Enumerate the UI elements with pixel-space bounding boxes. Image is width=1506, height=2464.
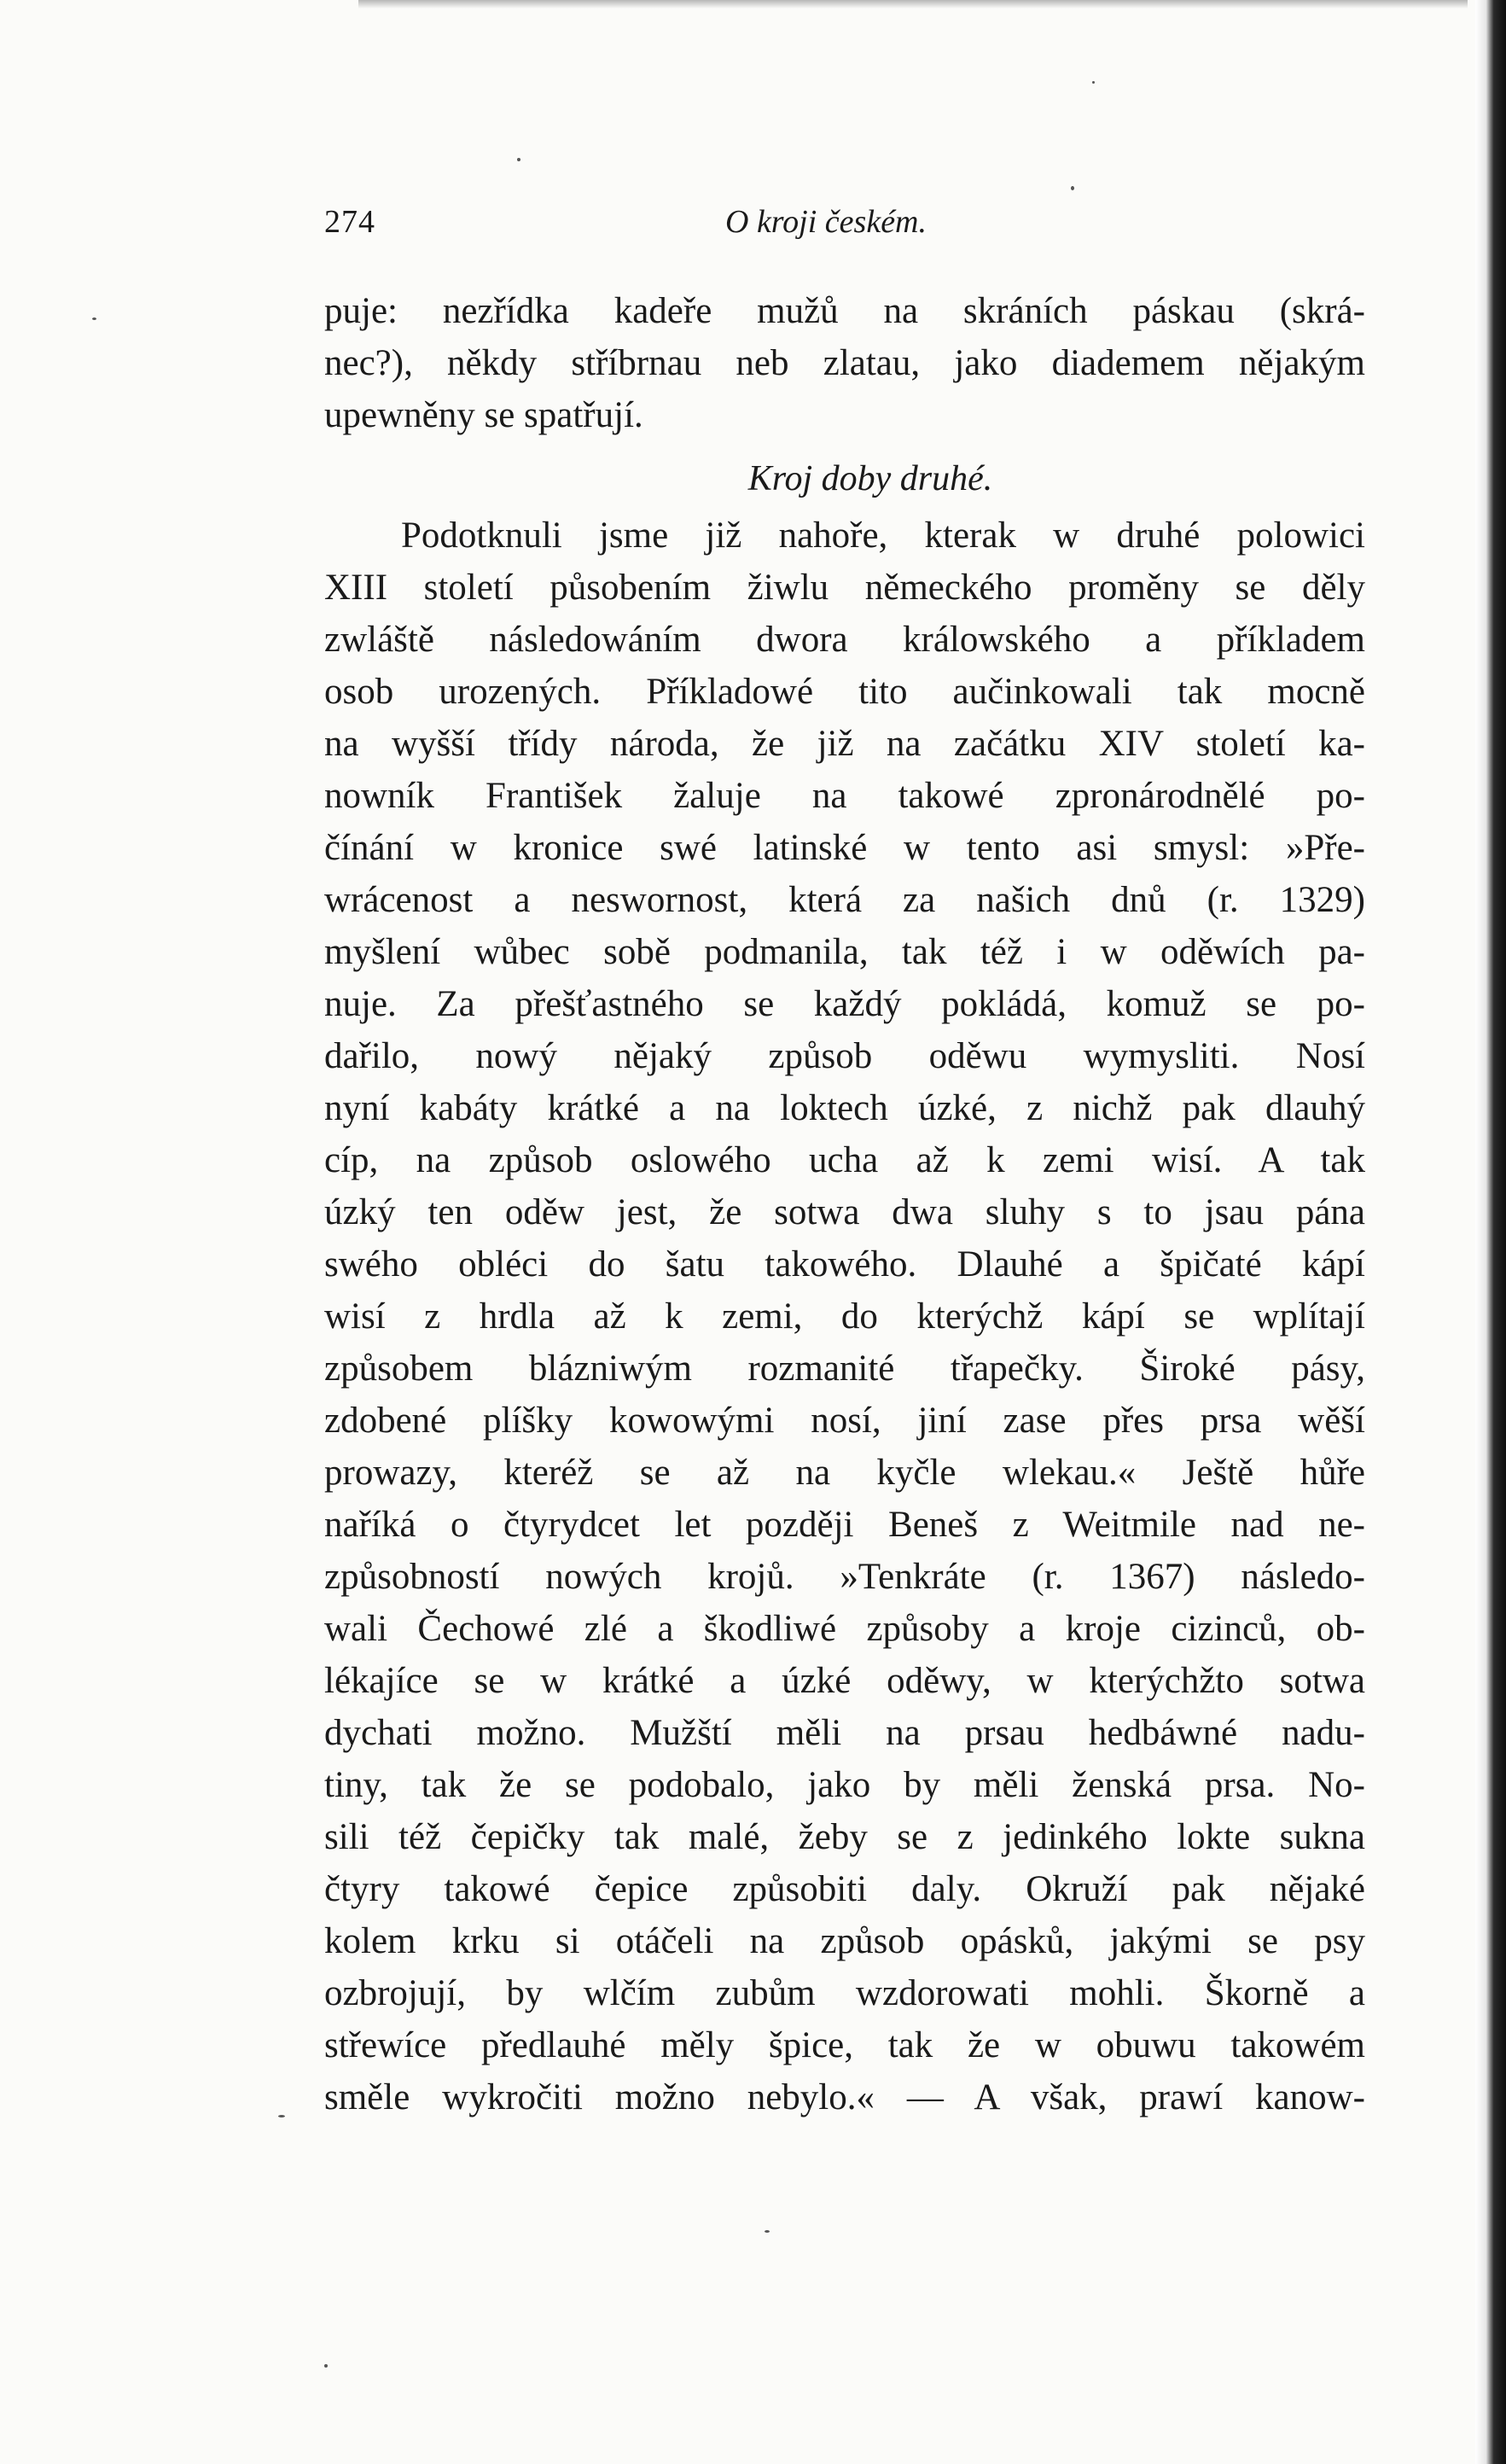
page-right-edge-shadow [1475, 0, 1506, 2464]
text-line: dařilo, nowý nějaký způsob oděwu wymysliti. Nosí [324, 1036, 1365, 1076]
text-line: wrácenost a neswornost, která za našich dnů (r. 1329) [324, 880, 1365, 920]
scan-speck [92, 317, 96, 320]
text-line: Podotknuli jsme již nahoře, kterak w druhé polowici [401, 516, 1365, 556]
text-line: XIII století působením žiwlu německého proměny se děly [324, 568, 1365, 608]
text-line: prowazy, kteréž se až na kyčle wlekau.« Ještě hůře [324, 1453, 1365, 1493]
text-line: čínání w kronice swé latinské w tento asi smysl: »Pře- [324, 828, 1365, 868]
text-line: osob urozených. Příkladowé tito aučinkowali tak mocně [324, 672, 1365, 712]
scan-speck [1092, 81, 1095, 84]
text-line: tiny, tak že se podobalo, jako by měli ženská prsa. No- [324, 1765, 1365, 1805]
text-line: ozbrojují, by wlčím zubům wzdorowati mohli. Škorně a [324, 1973, 1365, 2013]
text-line: kolem krku si otáčeli na způsob opásků, jakými se psy [324, 1921, 1365, 1961]
text-line: sili též čepičky tak malé, žeby se z jedinkého lokte sukna [324, 1817, 1365, 1857]
text-line: úzký ten oděw jest, že sotwa dwa sluhy s to jsau pána [324, 1192, 1365, 1232]
body-text [324, 285, 1365, 2123]
text-line: naříká o čtyrydcet let později Beneš z Weitmile nad ne- [324, 1505, 1365, 1545]
section-title: Kroj doby druhé. [747, 459, 993, 498]
running-head [324, 196, 1365, 248]
text-line: dychati možno. Mužští měli na prsau hedbáwné nadu- [324, 1713, 1365, 1753]
text-line: nuje. Za přešťastného se každý pokládá, komuž se po- [324, 984, 1365, 1024]
scan-speck [324, 2364, 328, 2368]
text-line: swého obléci do šatu takowého. Dlauhé a špičaté kápí [324, 1244, 1365, 1284]
text-line: wisí z hrdla až k zemi, do kterýchž kápí se wplítají [324, 1296, 1365, 1337]
text-line: střewíce předlauhé měly špice, tak že w obuwu takowém [324, 2025, 1365, 2065]
text-line: cíp, na způsob oslowého ucha až k zemi wisí. A tak [324, 1140, 1365, 1180]
text-line: na wyšší třídy národa, že již na začátku XIV století ka- [324, 724, 1365, 764]
scan-speck [278, 2115, 285, 2117]
running-title: O kroji českém. [725, 204, 927, 240]
scan-speck [517, 158, 520, 161]
text-line: zwláště následowáním dwora králowského a příkladem [324, 620, 1365, 660]
text-line: upewněny se spatřují. [324, 395, 643, 435]
text-line: puje: nezřídka kadeře mužů na skráních páskau (skrá- [324, 291, 1365, 331]
text-line: wali Čechowé zlé a škodliwé způsoby a kroje cizinců, ob- [324, 1609, 1365, 1649]
page-number: 274 [324, 204, 375, 240]
scan-speck [1071, 186, 1074, 190]
text-line: způsobností nowých krojů. »Tenkráte (r. 1367) následo- [324, 1557, 1365, 1597]
text-line: směle wykročiti možno nebylo.« — A však, prawí kanow- [324, 2077, 1365, 2117]
scan-speck [765, 2230, 770, 2233]
text-line: čtyry takowé čepice způsobiti daly. Okruží pak nějaké [324, 1869, 1365, 1909]
text-line: způsobem blázniwým rozmanité třapečky. Široké pásy, [324, 1349, 1365, 1389]
text-column [324, 196, 1365, 2123]
text-line: zdobené plíšky kowowými nosí, jiní zase přes prsa wěší [324, 1401, 1365, 1441]
text-line: nyní kabáty krátké a na loktech úzké, z nichž pak dlauhý [324, 1088, 1365, 1128]
text-line: myšlení wůbec sobě podmanila, tak též i w oděwích pa- [324, 932, 1365, 972]
page-top-edge-shadow [358, 0, 1468, 9]
text-line: lékajíce se w krátké a úzké oděwy, w kterýchžto sotwa [324, 1661, 1365, 1701]
text-line: nec?), někdy stříbrnau neb zlatau, jako diademem nějakým [324, 343, 1365, 383]
text-line: nowník František žaluje na takowé zpronárodnělé po- [324, 776, 1365, 816]
